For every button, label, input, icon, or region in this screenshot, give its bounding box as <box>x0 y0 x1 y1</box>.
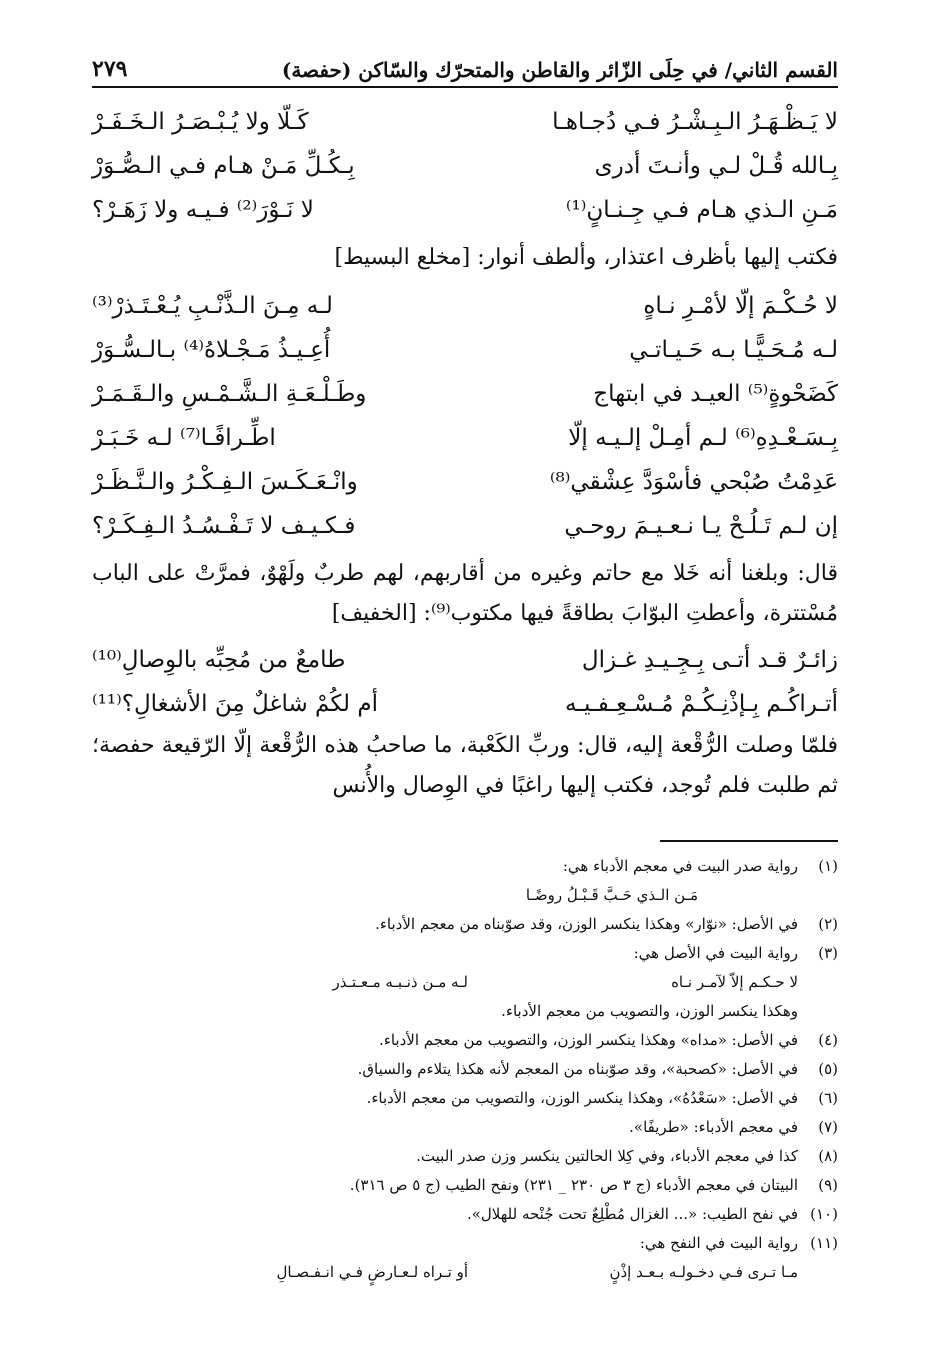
header-title: القسم الثاني/ في حِلَى الزّائر والقاطن والمتحرّك والسّاكن (حفصة) <box>281 58 838 82</box>
footnote <box>92 1142 838 1171</box>
verse-line <box>92 284 838 328</box>
footnote <box>92 852 838 881</box>
footnotes <box>92 852 838 1287</box>
verse-first-hemistich: لـه مُـحَـيًّـا بـه حَـيـاتـي <box>629 337 838 363</box>
footnote-number: (١١) <box>810 1234 838 1252</box>
main-text <box>92 100 838 806</box>
verse-line <box>92 638 838 682</box>
footnote <box>92 910 838 939</box>
verse-first-hemistich: بِـالله قُـلْ لـي وأنـتَ أدرى <box>594 153 838 179</box>
poem-2 <box>92 284 838 548</box>
footnote-verse-first: مـا تـرى فـي دخـولـه بـعـد إذْنٍ <box>609 1263 798 1281</box>
page-number: ٢٧٩ <box>92 56 128 82</box>
verse-first-hemistich: بِـسَـعْـدِهِ⁽⁶⁾ لـم أمِـلْ إلـيـه إلّا <box>568 425 838 451</box>
footnote <box>92 1229 838 1258</box>
footnote-verse-first: لا حـكـم إلاّ لآمـر نـاه <box>671 973 798 991</box>
footnote-verse-second: أو تـراه لـعـارضٍ فـي انـفـصـالِ <box>276 1263 468 1281</box>
footnote <box>92 1113 838 1142</box>
footnote <box>92 1055 838 1084</box>
verse-line <box>92 100 838 144</box>
footnote-text: رواية البيت في الأصل هي: <box>633 944 798 962</box>
footnote-text: في الأصل: «نوّار» وهكذا ينكسر الوزن، وقد صوّبناه من معجم الأدباء. <box>375 915 798 933</box>
verse-line <box>92 416 838 460</box>
verse-second-hemistich: أم لكُمْ شاغلٌ مِنَ الأشغالِ؟⁽¹¹⁾ <box>92 691 379 717</box>
prose-paragraph: قال: وبلغنا أنه خَلا مع حاتم وغيره من أقاربهم، لهم طربٌ ولَهْوٌ، فمرَّتْ على الباب مُسْتترة، وأعطتِ البوّابَ بطاقةً فيها مكتوب⁽⁹⁾: [الخفيف] <box>92 561 838 626</box>
footnote-number: (٤) <box>818 1031 838 1049</box>
footnote-text: البيتان في معجم الأدباء (ج ٣ ص ٢٣٠ _ ٢٣١) ونفح الطيب (ج ٥ ص ٣١٦). <box>349 1176 798 1194</box>
verse-second-hemistich: بِـكُـلِّ مَـنْ هـام فـي الـصُّـوَرْ <box>92 153 355 179</box>
verse-first-hemistich: كَضَحْوةٍ⁽⁵⁾ العيـد في ابتهاج <box>593 381 838 407</box>
footnote-separator <box>660 840 838 842</box>
verse-line <box>92 682 838 726</box>
footnote-text: في الأصل: «كصحبة»، وقد صوّبناه من المعجم لأنه هكذا يتلاءم والسياق. <box>357 1060 798 1078</box>
verse-first-hemistich: زائـرٌ قـد أتـى بِـجِـيـدِ غـزال <box>581 647 838 673</box>
poem-3 <box>92 638 838 726</box>
footnote-verse: مَـن الـذي حَـبَّ قَـبْـلُ روضًـا <box>525 886 698 904</box>
footnote-number: (٦) <box>818 1089 838 1107</box>
verse-line <box>92 504 838 548</box>
verse-second-hemistich: طامعٌ من مُحِبِّه بالوِصالِ⁽¹⁰⁾ <box>92 647 346 673</box>
running-header <box>92 52 838 88</box>
footnote-number: (٢) <box>818 915 838 933</box>
verse-line <box>92 188 838 232</box>
footnote-text: رواية البيت في النفح هي: <box>639 1234 798 1252</box>
verse-second-hemistich: فـكـيـف لا تَـفْـسُـدُ الـفِـكَـرْ؟ <box>92 513 356 539</box>
verse-second-hemistich: اطِّـرافًـا⁽⁷⁾ لـه خَـبَـرْ <box>92 425 276 451</box>
footnote-text: كذا في معجم الأدباء، وفي كِلا الحالتين ينكسر وزن صدر البيت. <box>416 1147 798 1165</box>
footnote-text: في الأصل: «مداه» وهكذا ينكسر الوزن، والتصويب من معجم الأدباء. <box>379 1031 798 1049</box>
footnote-continuation: وهكذا ينكسر الوزن، والتصويب من معجم الأدباء. <box>501 1002 798 1020</box>
verse-first-hemistich: لا حُـكْـمَ إلّا لأمْـرِ نـاهٍ <box>643 293 838 319</box>
verse-line <box>92 144 838 188</box>
verse-line <box>92 460 838 504</box>
footnote-number: (٣) <box>818 944 838 962</box>
verse-first-hemistich: مَـنِ الـذي هـام فـي جِـنـانٍ⁽¹⁾ <box>565 197 838 223</box>
verse-second-hemistich: كَـلّا ولا يُـبْـصَـرُ الـخَـفَـرْ <box>92 109 309 135</box>
verse-second-hemistich: لا نَـوْرَ⁽²⁾ فـيـه ولا زَهَـرْ؟ <box>92 197 314 223</box>
footnote-text: في الأصل: «سَعْدُهُ»، وهكذا ينكسر الوزن، والتصويب من معجم الأدباء. <box>366 1089 798 1107</box>
verse-line <box>92 328 838 372</box>
footnote-number: (٨) <box>818 1147 838 1165</box>
verse-line <box>92 372 838 416</box>
footnote-text: في معجم الأدباء: «طريفًا». <box>629 1118 798 1136</box>
verse-second-hemistich: وانْـعَـكَـسَ الـفِـكْـرُ والـنَّـظَـرْ <box>92 469 358 495</box>
verse-first-hemistich: أتـراكُـم بِـإذْنِـكُـمْ مُـسْـعِـفـيـه <box>564 691 838 717</box>
footnote-number: (٥) <box>818 1060 838 1078</box>
footnote <box>92 1200 838 1229</box>
prose-paragraph: فكتب إليها بأظرف اعتذار، وألطف أنوار: [مخلع البسيط] <box>334 245 838 270</box>
footnote-verse <box>92 968 838 997</box>
verse-second-hemistich: لـه مِـنَ الـذَّنْـبِ يُـعْـتَـذرْ⁽³⁾ <box>92 293 333 319</box>
poem-1 <box>92 100 838 232</box>
verse-first-hemistich: إن لـم تَـلُـحْ يـا نـعـيـمَ روحـي <box>564 513 838 539</box>
footnote-number: (٩) <box>818 1176 838 1194</box>
footnote-number: (١٠) <box>810 1205 838 1223</box>
footnote-number: (١) <box>818 857 838 875</box>
footnote-number: (٧) <box>818 1118 838 1136</box>
footnote-verse <box>92 1258 838 1287</box>
verse-second-hemistich: أُعِـيـذُ مَـجْـلاهُ⁽⁴⁾ بـالـسُّـوَرْ <box>92 337 331 363</box>
footnote-verse-second: لـه مـن ذنـبـه مـعـتـذر <box>332 973 468 991</box>
footnote-text: في نفح الطيب: «... الغزال مُطْلِعٌ تحت جُنْحه للهلال». <box>466 1205 798 1223</box>
footnote <box>92 1171 838 1200</box>
verse-first-hemistich: عَدِمْتُ صُبْحي فأسْوَدَّ عِشْقي⁽⁸⁾ <box>549 469 838 495</box>
footnote <box>92 1084 838 1113</box>
prose-paragraph: فلمّا وصلت الرُّقْعة إليه، قال: وربِّ الكَعْبة، ما صاحبُ هذه الرُّقْعة إلّا الرّقيعة حفصة؛ ثم طلبت فلم تُوجد، فكتب إليها راغبًا في الوِصال والأُنس <box>92 733 838 798</box>
verse-first-hemistich: لا يَـظْـهَـرُ الـبِـشْـرُ فـي دُجـاهـا <box>552 109 838 135</box>
footnote <box>92 1026 838 1055</box>
verse-second-hemistich: وطَـلْـعَـةِ الـشَّـمْـسِ والـقَـمَـرْ <box>92 381 367 407</box>
footnote <box>92 939 838 968</box>
footnote-text: رواية صدر البيت في معجم الأدباء هي: <box>562 857 798 875</box>
